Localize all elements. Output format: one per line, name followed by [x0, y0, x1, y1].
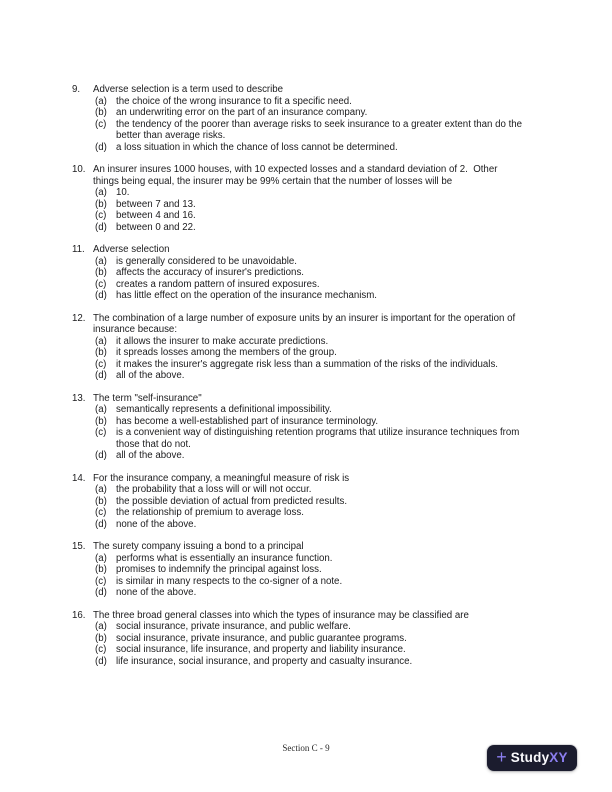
option-item: [95, 199, 558, 211]
option-item: [95, 484, 558, 496]
option-label: (a): [95, 335, 107, 347]
option-text: [116, 656, 558, 668]
option-label: (c): [95, 118, 107, 130]
option-text-line: a loss situation in which the chance of loss cannot be determined.: [116, 141, 398, 153]
option-label: (c): [95, 427, 107, 438]
option-label: (d): [95, 290, 107, 301]
option-label: (a): [95, 404, 107, 415]
option-text-line: the probability that a loss will or will not occur.: [116, 484, 312, 495]
option-text: [116, 336, 558, 348]
question-stem-line: The term "self-insurance": [93, 392, 202, 404]
option-text-line: is similar in many respects to the co-signer of a note.: [116, 575, 343, 587]
question-item: [72, 244, 558, 302]
option-text-line: none of the above.: [116, 518, 197, 530]
option-text: [116, 621, 558, 633]
option-text: [116, 370, 558, 382]
option-text: [116, 222, 558, 234]
option-label: (d): [95, 587, 107, 598]
question-item: [72, 473, 558, 531]
option-text-line: performs what is essentially an insurance function.: [116, 552, 333, 564]
option-item: [95, 142, 558, 154]
option-text-line: between 0 and 22.: [116, 221, 196, 233]
option-item: [95, 210, 558, 222]
option-item: [95, 427, 558, 450]
option-label: (c): [95, 210, 107, 221]
option-text-line: social insurance, private insurance, and public guarantee programs.: [116, 632, 407, 644]
option-text: [116, 199, 558, 211]
option-text-line: all of the above.: [116, 450, 185, 461]
option-text-line: the tendency of the poorer than average risks to seek insurance to a greater extent than do the: [116, 118, 523, 130]
option-text-line: the relationship of premium to average loss.: [116, 507, 304, 518]
option-label: (b): [95, 632, 107, 644]
studyxy-logo: [487, 745, 577, 771]
option-text-line: the possible deviation of actual from predicted results.: [116, 495, 348, 507]
brand-name-secondary: XY: [549, 750, 568, 766]
option-text: [116, 267, 558, 279]
question-stem-line: Adverse selection: [93, 244, 170, 255]
option-text: [116, 404, 558, 416]
question-number: 16.: [72, 609, 86, 621]
option-text-line: between 7 and 13.: [116, 198, 196, 210]
option-item: [95, 587, 558, 599]
question-stem-line: things being equal, the insurer may be 99% certain that the number of losses will be: [93, 175, 453, 187]
option-label: (b): [95, 564, 107, 575]
option-item: [95, 336, 558, 348]
option-label: (d): [95, 370, 107, 381]
option-text: [116, 210, 558, 222]
question-number: 14.: [72, 472, 86, 484]
option-label: (c): [95, 358, 107, 370]
option-item: [95, 507, 558, 519]
option-text-line: those that do not.: [116, 438, 191, 450]
option-label: (a): [95, 187, 107, 198]
option-item: [95, 576, 558, 588]
option-text: [116, 564, 558, 576]
question-number: 10.: [72, 164, 86, 175]
option-label: (a): [95, 552, 107, 564]
option-item: [95, 404, 558, 416]
option-label: (b): [95, 267, 107, 278]
option-text-line: better than average risks.: [116, 130, 226, 141]
option-item: [95, 553, 558, 565]
option-list: [72, 187, 558, 233]
option-text: [116, 427, 558, 450]
option-list: [72, 256, 558, 302]
option-label: (b): [95, 107, 107, 118]
question-stem: [93, 244, 558, 256]
question-item: [72, 610, 558, 668]
question-item: [72, 541, 558, 599]
option-text: [116, 279, 558, 291]
option-item: [95, 370, 558, 382]
option-list: [72, 336, 558, 382]
option-item: [95, 416, 558, 428]
option-text: [116, 450, 558, 462]
option-item: [95, 222, 558, 234]
question-stem: [93, 473, 558, 485]
option-label: (c): [95, 507, 107, 518]
question-item: [72, 313, 558, 382]
question-number: 9.: [72, 84, 81, 95]
option-text: [116, 633, 558, 645]
option-text: [116, 484, 558, 496]
option-item: [95, 96, 558, 108]
option-text: [116, 587, 558, 599]
option-item: [95, 519, 558, 531]
option-label: (a): [95, 484, 107, 495]
question-number: 12.: [72, 312, 86, 324]
option-item: [95, 290, 558, 302]
option-item: [95, 564, 558, 576]
question-stem: [93, 84, 558, 96]
brand-name: [511, 751, 568, 765]
option-text: [116, 290, 558, 302]
question-stem-line: The three broad general classes into which the types of insurance may be classified are: [93, 609, 469, 621]
option-item: [95, 621, 558, 633]
question-stem: [93, 313, 558, 336]
option-item: [95, 119, 558, 142]
option-label: (c): [95, 644, 107, 655]
option-label: (a): [95, 95, 107, 107]
option-text: [116, 644, 558, 656]
question-stem-line: The combination of a large number of exposure units by an insurer is important for the operation of: [93, 312, 516, 324]
question-stem-line: Adverse selection is a term used to describe: [93, 84, 284, 95]
option-text-line: has become a well-established part of insurance terminology.: [116, 415, 379, 427]
option-text: [116, 507, 558, 519]
option-text-line: social insurance, private insurance, and public welfare.: [116, 621, 351, 632]
question-stem-line: An insurer insures 1000 houses, with 10 expected losses and a standard deviation of 2. Other: [93, 164, 498, 175]
option-item: [95, 267, 558, 279]
option-label: (d): [95, 518, 107, 530]
option-text: [116, 347, 558, 359]
option-text-line: semantically represents a definitional impossibility.: [116, 404, 332, 415]
option-item: [95, 347, 558, 359]
option-label: (c): [95, 575, 107, 587]
option-label: (b): [95, 495, 107, 507]
option-label: (d): [95, 221, 107, 233]
option-item: [95, 256, 558, 268]
question-stem: [93, 393, 558, 405]
option-item: [95, 450, 558, 462]
option-list: [72, 96, 558, 154]
question-item: [72, 164, 558, 233]
question-number: 13.: [72, 392, 86, 404]
option-text-line: affects the accuracy of insurer's predictions.: [116, 267, 304, 278]
option-list: [72, 404, 558, 462]
option-text: [116, 519, 558, 531]
option-text: [116, 119, 558, 142]
option-text-line: is generally considered to be unavoidable.: [116, 255, 297, 267]
option-text: [116, 142, 558, 154]
brand-name-primary: Study: [510, 750, 550, 766]
option-list: [72, 553, 558, 599]
option-label: (a): [95, 621, 107, 632]
option-item: [95, 107, 558, 119]
option-item: [95, 187, 558, 199]
option-text: [116, 107, 558, 119]
plus-icon: +: [496, 747, 507, 767]
option-text-line: between 4 and 16.: [116, 210, 196, 221]
option-text-line: social insurance, life insurance, and property and liability insurance.: [116, 644, 406, 655]
option-label: (b): [95, 415, 107, 427]
option-list: [72, 484, 558, 530]
option-item: [95, 359, 558, 371]
option-text: [116, 576, 558, 588]
option-text-line: life insurance, social insurance, and property and casualty insurance.: [116, 655, 413, 667]
question-number: 11.: [72, 244, 85, 255]
option-text-line: 10.: [116, 187, 130, 198]
question-item: [72, 393, 558, 462]
question-list: [72, 84, 558, 678]
option-item: [95, 633, 558, 645]
option-label: (d): [95, 450, 107, 461]
option-text-line: an underwriting error on the part of an insurance company.: [116, 107, 368, 118]
option-label: (b): [95, 198, 107, 210]
option-item: [95, 496, 558, 508]
footer-section-label: Section C - 9: [282, 743, 330, 753]
option-text: [116, 256, 558, 268]
question-stem-line: The surety company issuing a bond to a principal: [93, 541, 304, 552]
option-text: [116, 553, 558, 565]
option-label: (b): [95, 347, 107, 358]
option-text-line: creates a random pattern of insured exposures.: [116, 278, 320, 290]
option-item: [95, 279, 558, 291]
option-label: (a): [95, 255, 107, 267]
option-text-line: promises to indemnify the principal against loss.: [116, 564, 322, 575]
option-text: [116, 359, 558, 371]
option-text-line: the choice of the wrong insurance to fit a specific need.: [116, 95, 352, 107]
question-stem: [93, 164, 558, 187]
option-text: [116, 96, 558, 108]
question-number: 15.: [72, 541, 86, 552]
question-stem: [93, 610, 558, 622]
option-label: (d): [95, 655, 107, 667]
option-text-line: is a convenient way of distinguishing retention programs that utilize insurance techniques from: [116, 427, 520, 438]
option-label: (c): [95, 278, 107, 290]
option-text-line: it makes the insurer's aggregate risk less than a summation of the risks of the individuals.: [116, 358, 498, 370]
option-text-line: all of the above.: [116, 370, 185, 381]
option-text: [116, 187, 558, 199]
question-stem: [93, 541, 558, 553]
option-text-line: has little effect on the operation of the insurance mechanism.: [116, 290, 377, 301]
option-text-line: it spreads losses among the members of the group.: [116, 347, 337, 358]
option-list: [72, 621, 558, 667]
question-stem-line: For the insurance company, a meaningful measure of risk is: [93, 472, 350, 484]
option-text-line: it allows the insurer to make accurate predictions.: [116, 335, 329, 347]
question-stem-line: insurance because:: [93, 324, 178, 335]
option-item: [95, 656, 558, 668]
option-label: (d): [95, 141, 107, 153]
option-text: [116, 496, 558, 508]
option-text: [116, 416, 558, 428]
option-item: [95, 644, 558, 656]
question-item: [72, 84, 558, 153]
option-text-line: none of the above.: [116, 587, 197, 598]
